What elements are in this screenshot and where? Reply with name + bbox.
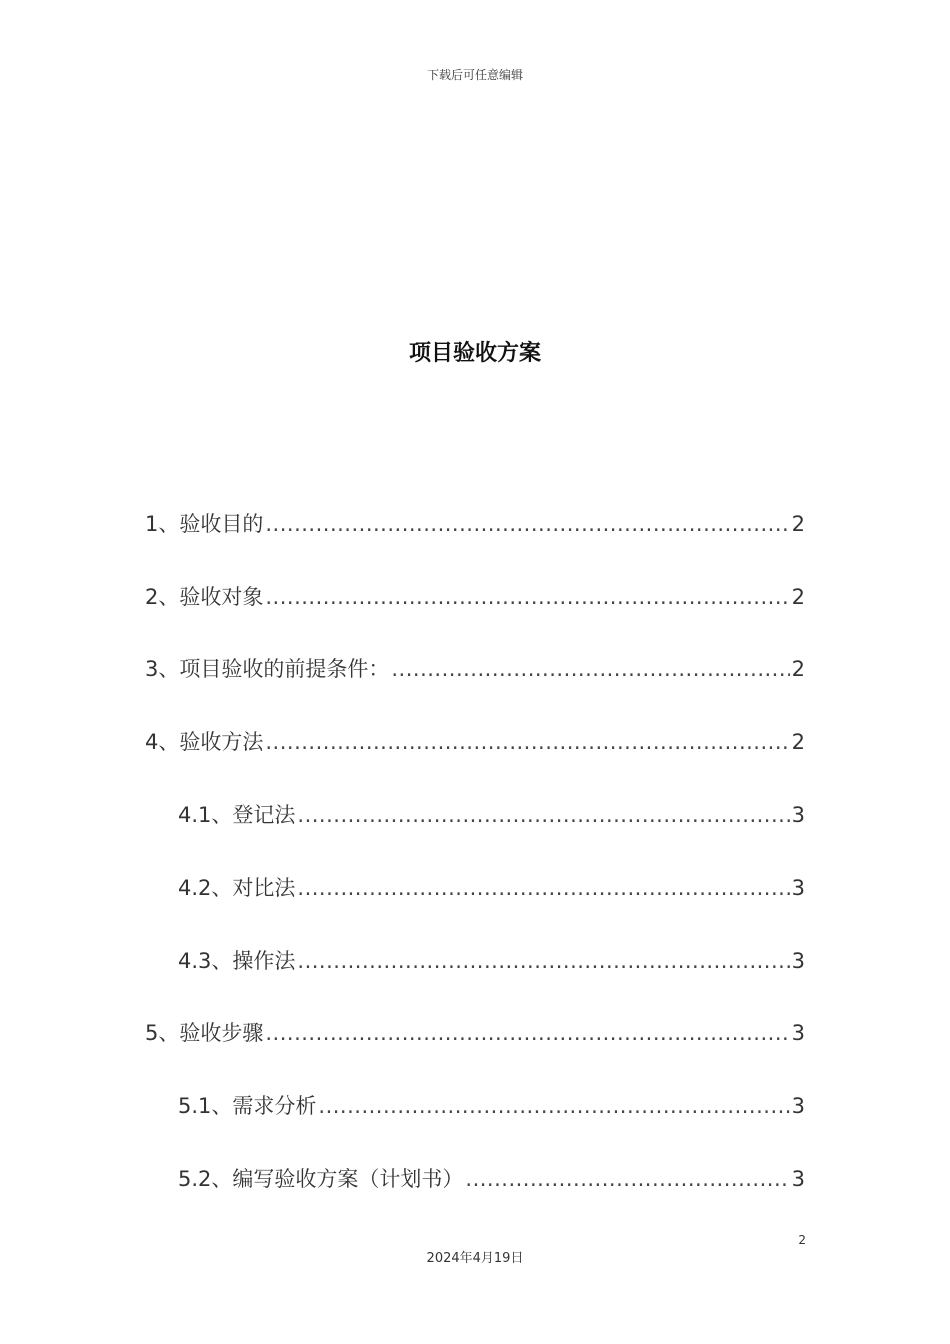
toc-entry-page: 3	[791, 1021, 805, 1045]
toc-leader-dots	[297, 803, 789, 827]
toc-entry-page: 3	[791, 1167, 805, 1191]
toc-leader-dots	[297, 876, 789, 900]
toc-leader-dots	[465, 1167, 789, 1191]
toc-leader-dots	[297, 949, 789, 973]
footer-date: 2024年4月19日	[426, 1251, 524, 1266]
document-title: 项目验收方案	[408, 341, 541, 366]
toc-entry-page: 2	[791, 657, 805, 681]
toc-entry[interactable]	[145, 581, 805, 613]
toc-entry[interactable]	[145, 653, 805, 685]
toc-entry[interactable]	[178, 872, 805, 904]
toc-entry-label: 4、验收方法	[145, 730, 264, 754]
page-number: 2	[798, 1233, 806, 1247]
toc-entry-label: 4.2、对比法	[178, 876, 296, 900]
toc-entry-page: 3	[791, 803, 805, 827]
toc-entry-page: 2	[791, 512, 805, 536]
toc-entry[interactable]	[178, 1163, 805, 1195]
toc-entry-page: 2	[791, 730, 805, 754]
toc-entry[interactable]	[178, 945, 805, 977]
toc-leader-dots	[265, 1021, 789, 1045]
toc-entry-label: 1、验收目的	[145, 512, 264, 536]
toc-entry[interactable]	[178, 799, 805, 831]
header-note: 下载后可任意编辑	[426, 68, 523, 82]
toc-entry-label: 5、验收步骤	[145, 1021, 264, 1045]
toc-entry-page: 3	[791, 1094, 805, 1118]
toc-entry[interactable]	[145, 1017, 805, 1049]
toc-entry-page: 3	[791, 949, 805, 973]
toc-entry-label: 4.3、操作法	[178, 949, 296, 973]
toc-leader-dots	[265, 730, 789, 754]
toc-leader-dots	[318, 1094, 789, 1118]
toc-entry-label: 3、项目验收的前提条件：	[145, 657, 390, 681]
toc-entry-label: 2、验收对象	[145, 585, 264, 609]
toc-leader-dots	[265, 512, 789, 536]
toc-entry-label: 4.1、登记法	[178, 803, 296, 827]
toc-entry[interactable]	[145, 508, 805, 540]
toc-entry[interactable]	[178, 1090, 805, 1122]
toc-entry-label: 5.1、需求分析	[178, 1094, 317, 1118]
toc-leader-dots	[265, 585, 789, 609]
toc-entry-page: 2	[791, 585, 805, 609]
toc-entry-page: 3	[791, 876, 805, 900]
toc-entry-label: 5.2、编写验收方案（计划书）	[178, 1167, 464, 1191]
toc-leader-dots	[391, 657, 789, 681]
toc-entry[interactable]	[145, 726, 805, 758]
